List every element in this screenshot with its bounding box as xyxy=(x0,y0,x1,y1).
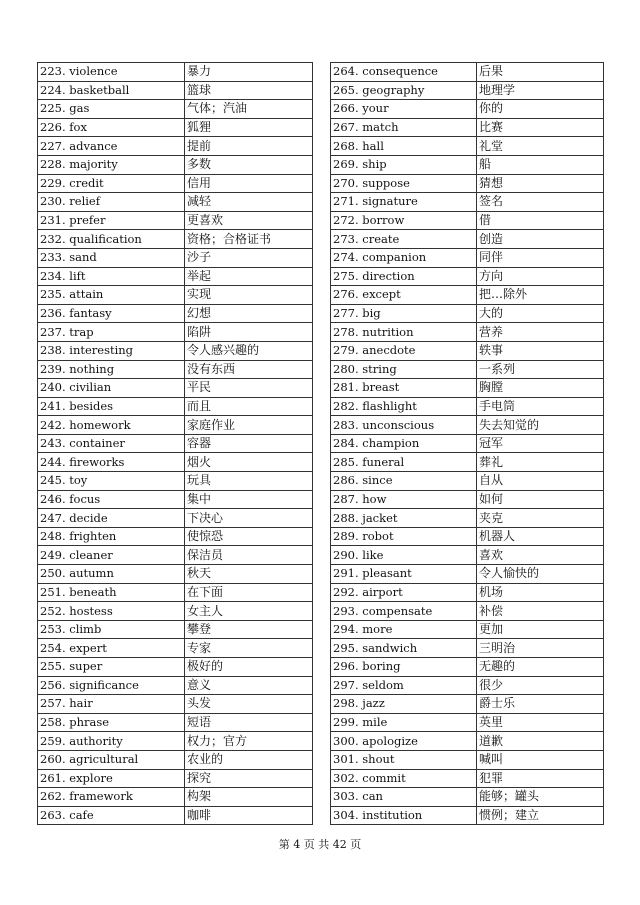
chinese-meaning: 咖啡 xyxy=(185,806,313,825)
table-row xyxy=(331,81,604,100)
table-row xyxy=(38,174,313,193)
table-row xyxy=(38,155,313,174)
english-word: 294. more xyxy=(331,620,477,639)
english-word: 254. expert xyxy=(38,639,185,658)
english-word: 297. seldom xyxy=(331,676,477,695)
table-row xyxy=(331,323,604,342)
table-row xyxy=(38,100,313,119)
english-word: 289. robot xyxy=(331,527,477,546)
chinese-meaning: 签名 xyxy=(477,193,604,212)
table-row xyxy=(38,341,313,360)
english-word: 259. authority xyxy=(38,732,185,751)
english-word: 290. like xyxy=(331,546,477,565)
table-row xyxy=(331,658,604,677)
chinese-meaning: 没有东西 xyxy=(185,360,313,379)
table-row xyxy=(331,118,604,137)
chinese-meaning: 狐狸 xyxy=(185,118,313,137)
chinese-meaning: 极好的 xyxy=(185,658,313,677)
table-row xyxy=(331,676,604,695)
english-word: 262. framework xyxy=(38,788,185,807)
english-word: 246. focus xyxy=(38,490,185,509)
chinese-meaning: 令人感兴趣的 xyxy=(185,341,313,360)
table-row xyxy=(331,137,604,156)
table-row xyxy=(331,248,604,267)
english-word: 271. signature xyxy=(331,193,477,212)
chinese-meaning: 沙子 xyxy=(185,248,313,267)
chinese-meaning: 举起 xyxy=(185,267,313,286)
chinese-meaning: 幻想 xyxy=(185,304,313,323)
table-row xyxy=(331,695,604,714)
table-row xyxy=(331,100,604,119)
english-word: 252. hostess xyxy=(38,602,185,621)
chinese-meaning: 能够；罐头 xyxy=(477,788,604,807)
english-word: 300. apologize xyxy=(331,732,477,751)
table-row xyxy=(331,732,604,751)
table-row xyxy=(331,453,604,472)
table-row xyxy=(38,379,313,398)
table-row xyxy=(331,193,604,212)
chinese-meaning: 构架 xyxy=(185,788,313,807)
table-row xyxy=(38,286,313,305)
table-row xyxy=(331,639,604,658)
chinese-meaning: 探究 xyxy=(185,769,313,788)
table-row xyxy=(331,397,604,416)
chinese-meaning: 轶事 xyxy=(477,341,604,360)
table-row xyxy=(38,416,313,435)
english-word: 296. boring xyxy=(331,658,477,677)
english-word: 280. string xyxy=(331,360,477,379)
table-row xyxy=(331,602,604,621)
chinese-meaning: 保洁员 xyxy=(185,546,313,565)
english-word: 230. relief xyxy=(38,193,185,212)
english-word: 279. anecdote xyxy=(331,341,477,360)
english-word: 299. mile xyxy=(331,713,477,732)
chinese-meaning: 意义 xyxy=(185,676,313,695)
english-word: 260. agricultural xyxy=(38,750,185,769)
english-word: 237. trap xyxy=(38,323,185,342)
english-word: 286. since xyxy=(331,472,477,491)
english-word: 229. credit xyxy=(38,174,185,193)
english-word: 247. decide xyxy=(38,509,185,528)
chinese-meaning: 惯例；建立 xyxy=(477,806,604,825)
english-word: 231. prefer xyxy=(38,211,185,230)
english-word: 269. ship xyxy=(331,155,477,174)
chinese-meaning: 减轻 xyxy=(185,193,313,212)
english-word: 250. autumn xyxy=(38,565,185,584)
english-word: 266. your xyxy=(331,100,477,119)
english-word: 270. suppose xyxy=(331,174,477,193)
table-row xyxy=(38,211,313,230)
english-word: 267. match xyxy=(331,118,477,137)
chinese-meaning: 攀登 xyxy=(185,620,313,639)
chinese-meaning: 家庭作业 xyxy=(185,416,313,435)
table-row xyxy=(38,323,313,342)
table-row xyxy=(331,174,604,193)
table-row xyxy=(38,546,313,565)
english-word: 253. climb xyxy=(38,620,185,639)
english-word: 223. violence xyxy=(38,63,185,82)
chinese-meaning: 气体；汽油 xyxy=(185,100,313,119)
table-row xyxy=(38,750,313,769)
english-word: 243. container xyxy=(38,434,185,453)
english-word: 292. airport xyxy=(331,583,477,602)
table-row xyxy=(38,583,313,602)
chinese-meaning: 实现 xyxy=(185,286,313,305)
chinese-meaning: 在下面 xyxy=(185,583,313,602)
table-row xyxy=(331,267,604,286)
english-word: 242. homework xyxy=(38,416,185,435)
chinese-meaning: 权力；官方 xyxy=(185,732,313,751)
table-row xyxy=(38,620,313,639)
english-word: 285. funeral xyxy=(331,453,477,472)
chinese-meaning: 多数 xyxy=(185,155,313,174)
chinese-meaning: 如何 xyxy=(477,490,604,509)
table-row xyxy=(38,360,313,379)
chinese-meaning: 令人愉快的 xyxy=(477,565,604,584)
table-row xyxy=(38,193,313,212)
chinese-meaning: 道歉 xyxy=(477,732,604,751)
chinese-meaning: 农业的 xyxy=(185,750,313,769)
english-word: 244. fireworks xyxy=(38,453,185,472)
table-row xyxy=(38,788,313,807)
chinese-meaning: 英里 xyxy=(477,713,604,732)
chinese-meaning: 借 xyxy=(477,211,604,230)
chinese-meaning: 夹克 xyxy=(477,509,604,528)
english-word: 228. majority xyxy=(38,155,185,174)
chinese-meaning: 比赛 xyxy=(477,118,604,137)
english-word: 235. attain xyxy=(38,286,185,305)
chinese-meaning: 烟火 xyxy=(185,453,313,472)
english-word: 255. super xyxy=(38,658,185,677)
chinese-meaning: 头发 xyxy=(185,695,313,714)
vocabulary-tables xyxy=(37,62,603,822)
english-word: 248. frighten xyxy=(38,527,185,546)
english-word: 234. lift xyxy=(38,267,185,286)
table-row xyxy=(331,788,604,807)
chinese-meaning: 陷阱 xyxy=(185,323,313,342)
table-row xyxy=(331,434,604,453)
english-word: 295. sandwich xyxy=(331,639,477,658)
chinese-meaning: 更加 xyxy=(477,620,604,639)
table-row xyxy=(331,509,604,528)
english-word: 272. borrow xyxy=(331,211,477,230)
chinese-meaning: 葬礼 xyxy=(477,453,604,472)
english-word: 251. beneath xyxy=(38,583,185,602)
table-row xyxy=(331,211,604,230)
english-word: 268. hall xyxy=(331,137,477,156)
table-row xyxy=(331,713,604,732)
chinese-meaning: 很少 xyxy=(477,676,604,695)
english-word: 258. phrase xyxy=(38,713,185,732)
table-row xyxy=(38,453,313,472)
table-row xyxy=(331,230,604,249)
english-word: 274. companion xyxy=(331,248,477,267)
chinese-meaning: 一系列 xyxy=(477,360,604,379)
english-word: 301. shout xyxy=(331,750,477,769)
chinese-meaning: 三明治 xyxy=(477,639,604,658)
chinese-meaning: 更喜欢 xyxy=(185,211,313,230)
chinese-meaning: 玩具 xyxy=(185,472,313,491)
chinese-meaning: 爵士乐 xyxy=(477,695,604,714)
table-row xyxy=(38,304,313,323)
chinese-meaning: 喊叫 xyxy=(477,750,604,769)
english-word: 303. can xyxy=(331,788,477,807)
table-row xyxy=(38,230,313,249)
table-row xyxy=(331,583,604,602)
table-row xyxy=(38,509,313,528)
english-word: 257. hair xyxy=(38,695,185,714)
table-row xyxy=(38,267,313,286)
table-row xyxy=(38,527,313,546)
english-word: 283. unconscious xyxy=(331,416,477,435)
chinese-meaning: 提前 xyxy=(185,137,313,156)
chinese-meaning: 你的 xyxy=(477,100,604,119)
chinese-meaning: 无趣的 xyxy=(477,658,604,677)
table-row xyxy=(38,472,313,491)
chinese-meaning: 机器人 xyxy=(477,527,604,546)
chinese-meaning: 自从 xyxy=(477,472,604,491)
english-word: 293. compensate xyxy=(331,602,477,621)
table-row xyxy=(331,155,604,174)
chinese-meaning: 船 xyxy=(477,155,604,174)
table-row xyxy=(38,695,313,714)
chinese-meaning: 平民 xyxy=(185,379,313,398)
table-row xyxy=(331,416,604,435)
chinese-meaning: 秋天 xyxy=(185,565,313,584)
table-row xyxy=(38,639,313,658)
chinese-meaning: 暴力 xyxy=(185,63,313,82)
chinese-meaning: 使惊恐 xyxy=(185,527,313,546)
english-word: 265. geography xyxy=(331,81,477,100)
english-word: 241. besides xyxy=(38,397,185,416)
english-word: 240. civilian xyxy=(38,379,185,398)
table-row xyxy=(38,137,313,156)
table-row xyxy=(38,63,313,82)
chinese-meaning: 地理学 xyxy=(477,81,604,100)
chinese-meaning: 机场 xyxy=(477,583,604,602)
table-row xyxy=(331,490,604,509)
table-row xyxy=(38,81,313,100)
english-word: 256. significance xyxy=(38,676,185,695)
chinese-meaning: 手电筒 xyxy=(477,397,604,416)
english-word: 281. breast xyxy=(331,379,477,398)
chinese-meaning: 失去知觉的 xyxy=(477,416,604,435)
chinese-meaning: 喜欢 xyxy=(477,546,604,565)
english-word: 263. cafe xyxy=(38,806,185,825)
english-word: 282. flashlight xyxy=(331,397,477,416)
english-word: 291. pleasant xyxy=(331,565,477,584)
chinese-meaning: 集中 xyxy=(185,490,313,509)
chinese-meaning: 大的 xyxy=(477,304,604,323)
english-word: 239. nothing xyxy=(38,360,185,379)
chinese-meaning: 方向 xyxy=(477,267,604,286)
table-row xyxy=(38,769,313,788)
table-row xyxy=(331,750,604,769)
vocab-table-left xyxy=(37,62,313,825)
english-word: 298. jazz xyxy=(331,695,477,714)
english-word: 233. sand xyxy=(38,248,185,267)
chinese-meaning: 礼堂 xyxy=(477,137,604,156)
chinese-meaning: 信用 xyxy=(185,174,313,193)
english-word: 276. except xyxy=(331,286,477,305)
chinese-meaning: 而且 xyxy=(185,397,313,416)
english-word: 224. basketball xyxy=(38,81,185,100)
english-word: 226. fox xyxy=(38,118,185,137)
chinese-meaning: 犯罪 xyxy=(477,769,604,788)
table-row xyxy=(331,565,604,584)
english-word: 232. qualification xyxy=(38,230,185,249)
table-row xyxy=(38,602,313,621)
table-row xyxy=(331,286,604,305)
english-word: 284. champion xyxy=(331,434,477,453)
table-row xyxy=(38,732,313,751)
table-row xyxy=(38,565,313,584)
english-word: 288. jacket xyxy=(331,509,477,528)
english-word: 277. big xyxy=(331,304,477,323)
english-word: 275. direction xyxy=(331,267,477,286)
table-row xyxy=(38,490,313,509)
chinese-meaning: 胸膛 xyxy=(477,379,604,398)
table-row xyxy=(331,304,604,323)
english-word: 264. consequence xyxy=(331,63,477,82)
table-row xyxy=(331,379,604,398)
chinese-meaning: 下决心 xyxy=(185,509,313,528)
table-row xyxy=(38,397,313,416)
chinese-meaning: 冠军 xyxy=(477,434,604,453)
chinese-meaning: 容器 xyxy=(185,434,313,453)
vocab-table-right xyxy=(330,62,604,825)
table-row xyxy=(331,806,604,825)
chinese-meaning: 资格；合格证书 xyxy=(185,230,313,249)
english-word: 261. explore xyxy=(38,769,185,788)
page-footer: 第 4 页 共 42 页 xyxy=(278,838,362,851)
english-word: 245. toy xyxy=(38,472,185,491)
table-row xyxy=(331,63,604,82)
table-row xyxy=(38,658,313,677)
table-row xyxy=(38,806,313,825)
chinese-meaning: 营养 xyxy=(477,323,604,342)
english-word: 287. how xyxy=(331,490,477,509)
table-row xyxy=(38,713,313,732)
english-word: 273. create xyxy=(331,230,477,249)
chinese-meaning: 猜想 xyxy=(477,174,604,193)
chinese-meaning: 专家 xyxy=(185,639,313,658)
chinese-meaning: 女主人 xyxy=(185,602,313,621)
chinese-meaning: 篮球 xyxy=(185,81,313,100)
table-row xyxy=(331,472,604,491)
table-row xyxy=(38,118,313,137)
table-row xyxy=(38,248,313,267)
chinese-meaning: 补偿 xyxy=(477,602,604,621)
chinese-meaning: 把…除外 xyxy=(477,286,604,305)
table-row xyxy=(38,434,313,453)
english-word: 236. fantasy xyxy=(38,304,185,323)
english-word: 304. institution xyxy=(331,806,477,825)
english-word: 225. gas xyxy=(38,100,185,119)
english-word: 302. commit xyxy=(331,769,477,788)
english-word: 249. cleaner xyxy=(38,546,185,565)
chinese-meaning: 创造 xyxy=(477,230,604,249)
english-word: 278. nutrition xyxy=(331,323,477,342)
table-row xyxy=(331,620,604,639)
table-row xyxy=(331,341,604,360)
table-row xyxy=(331,546,604,565)
table-row xyxy=(38,676,313,695)
english-word: 227. advance xyxy=(38,137,185,156)
chinese-meaning: 短语 xyxy=(185,713,313,732)
english-word: 238. interesting xyxy=(38,341,185,360)
table-row xyxy=(331,769,604,788)
table-row xyxy=(331,360,604,379)
table-row xyxy=(331,527,604,546)
chinese-meaning: 同伴 xyxy=(477,248,604,267)
chinese-meaning: 后果 xyxy=(477,63,604,82)
